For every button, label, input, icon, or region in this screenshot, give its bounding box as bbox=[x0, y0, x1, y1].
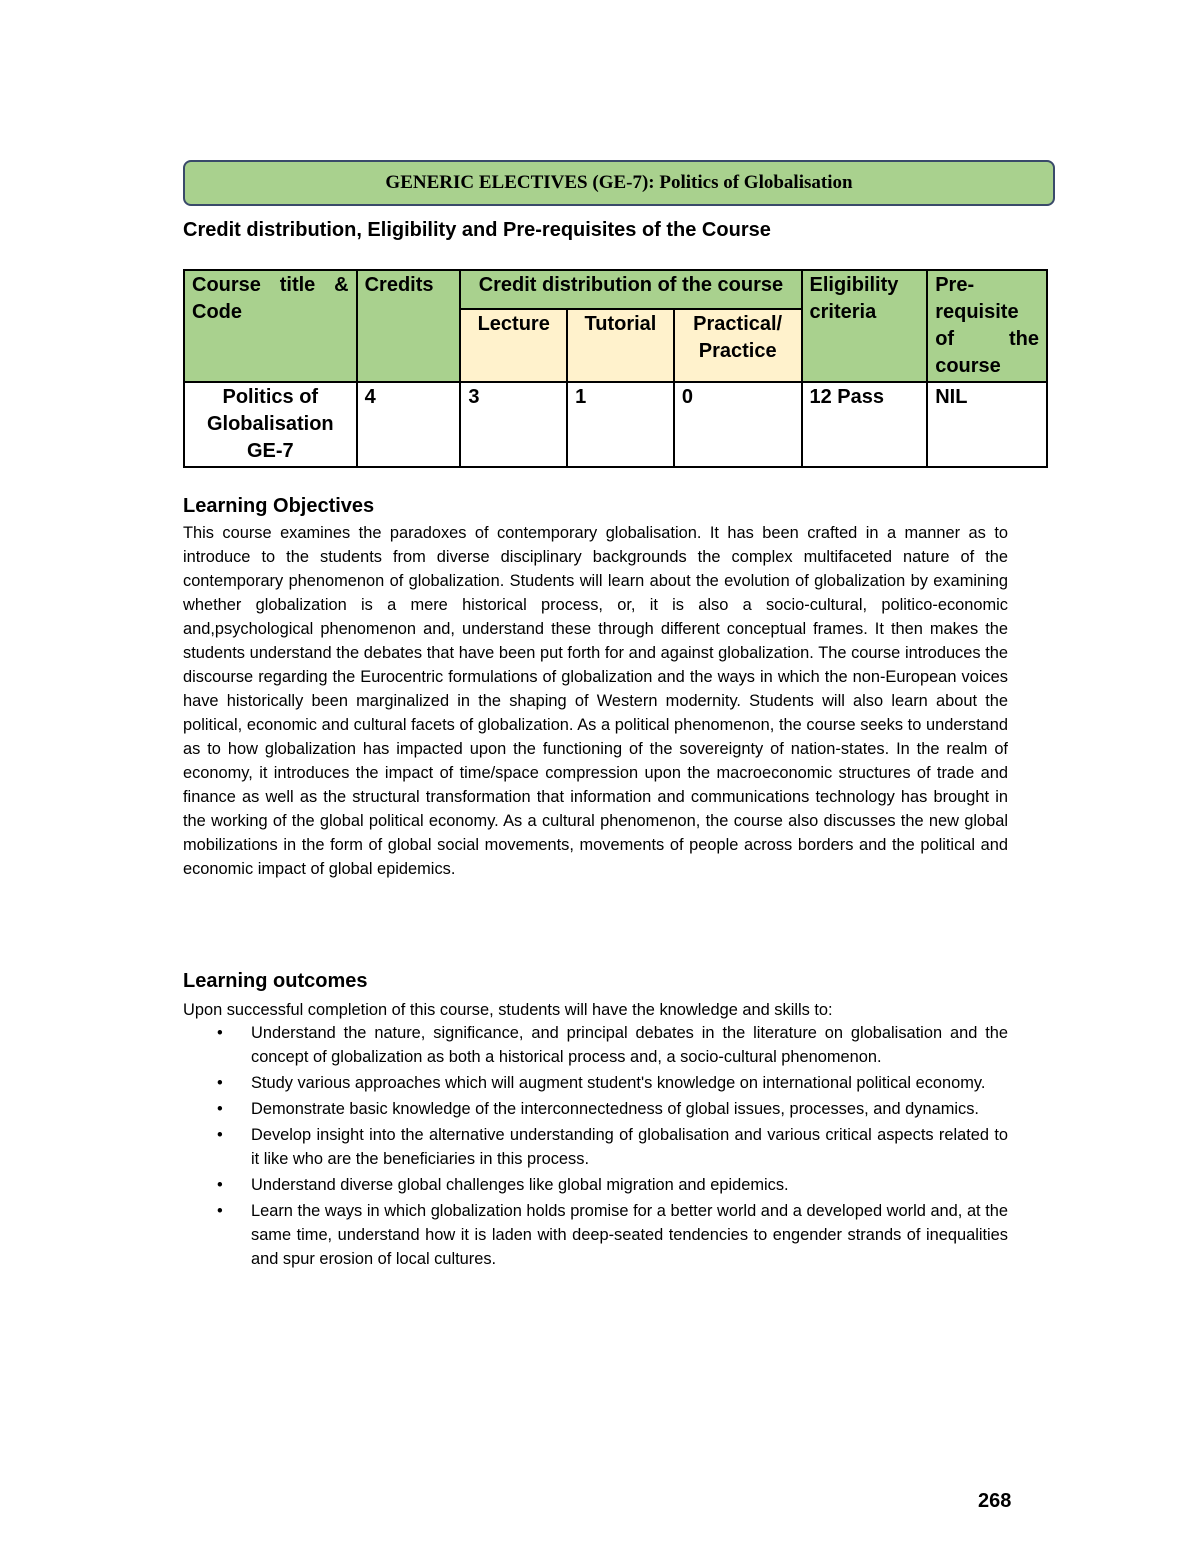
list-item bbox=[183, 1071, 1008, 1095]
cell-lecture: 3 bbox=[460, 382, 567, 467]
course-title-banner bbox=[183, 160, 1055, 206]
cell-credits: 4 bbox=[357, 382, 461, 467]
learning-outcomes-heading: Learning outcomes bbox=[183, 970, 368, 992]
bullet-icon: • bbox=[217, 1126, 223, 1144]
outcome-text: Study various approaches which will augment student's knowledge on international political economy. bbox=[251, 1074, 986, 1092]
bullet-icon: • bbox=[217, 1074, 223, 1092]
list-item bbox=[183, 1097, 1008, 1121]
learning-outcomes-list bbox=[183, 1021, 1008, 1273]
header-lecture: Lecture bbox=[460, 309, 567, 382]
list-item bbox=[183, 1021, 1008, 1069]
page-number: 268 bbox=[978, 1490, 1012, 1512]
bullet-icon: • bbox=[217, 1024, 223, 1042]
table-header-row bbox=[184, 270, 1047, 309]
outcome-text: Understand the nature, significance, and principal debates in the literature on globalisation and the concept of globalization as both a historical process and, a socio-cultural phenomenon. bbox=[251, 1024, 1008, 1066]
header-eligibility: Eligibility criteria bbox=[802, 270, 928, 382]
cell-tutorial: 1 bbox=[567, 382, 674, 467]
bullet-icon: • bbox=[217, 1100, 223, 1118]
header-tutorial: Tutorial bbox=[567, 309, 674, 382]
cell-course: Politics of Globalisation GE-7 bbox=[184, 382, 357, 467]
bullet-icon: • bbox=[217, 1176, 223, 1194]
credit-distribution-table bbox=[183, 269, 1048, 468]
header-credit-distribution: Credit distribution of the course bbox=[460, 270, 801, 309]
list-item bbox=[183, 1123, 1008, 1171]
cell-prerequisite: NIL bbox=[927, 382, 1047, 467]
credit-distribution-heading: Credit distribution, Eligibility and Pre-requisites of the Course bbox=[183, 219, 771, 241]
header-course-title: Course title & Code bbox=[184, 270, 357, 382]
banner-title: GENERIC ELECTIVES (GE-7): Politics of Globalisation bbox=[385, 172, 853, 193]
header-practical: Practical/ Practice bbox=[674, 309, 802, 382]
outcome-text: Develop insight into the alternative understanding of globalisation and various critical aspects related to it like who are the beneficiaries in this process. bbox=[251, 1126, 1008, 1168]
outcome-text: Demonstrate basic knowledge of the interconnectedness of global issues, processes, and dynamics. bbox=[251, 1100, 979, 1118]
learning-outcomes-intro: Upon successful completion of this course, students will have the knowledge and skills to: bbox=[183, 1001, 833, 1019]
header-credits: Credits bbox=[357, 270, 461, 382]
cell-eligibility: 12 Pass bbox=[802, 382, 928, 467]
header-prerequisite: Pre-requisite of the course bbox=[927, 270, 1047, 382]
list-item bbox=[183, 1199, 1008, 1271]
table-row bbox=[184, 382, 1047, 467]
list-item bbox=[183, 1173, 1008, 1197]
outcome-text: Learn the ways in which globalization holds promise for a better world and a developed world and, at the same time, understand how it is laden with deep-seated tendencies to engender strands of inequalities and spur erosion of local cultures. bbox=[251, 1202, 1008, 1268]
cell-practical: 0 bbox=[674, 382, 802, 467]
learning-objectives-text: This course examines the paradoxes of contemporary globalisation. It has been crafted in a manner as to introduce to the students from diverse disciplinary backgrounds the complex multifaceted nature of the contemporary phenomenon of globalization. Students will learn about the evolution of globalization by examining whether globalization is a mere historical process, or, it is also a socio-cultural, politico-economic and,psychological phenomenon and, understand these through different conceptual frames. It then makes the students understand the debates that have been put forth for and against globalization. The course introduces the discourse regarding the Eurocentric formulations of globalization and the ways in which the non-European voices have historically been marginalized in the shaping of Western modernity. Students will also learn about the political, economic and cultural facets of globalization. As a political phenomenon, the course seeks to understand as to how globalization has impacted upon the functioning of the sovereignty of nation-states. In the realm of economy, it introduces the impact of time/space compression upon the macroeconomic structures of trade and finance as well as the structural transformation that information and communications technology has brought in the working of the global political economy. As a cultural phenomenon, the course also discusses the new global mobilizations in the form of global social movements, movements of people across borders and the political and economic impact of global epidemics. bbox=[183, 524, 1008, 878]
outcome-text: Understand diverse global challenges like global migration and epidemics. bbox=[251, 1176, 789, 1194]
bullet-icon: • bbox=[217, 1202, 223, 1220]
learning-objectives-heading: Learning Objectives bbox=[183, 495, 375, 517]
